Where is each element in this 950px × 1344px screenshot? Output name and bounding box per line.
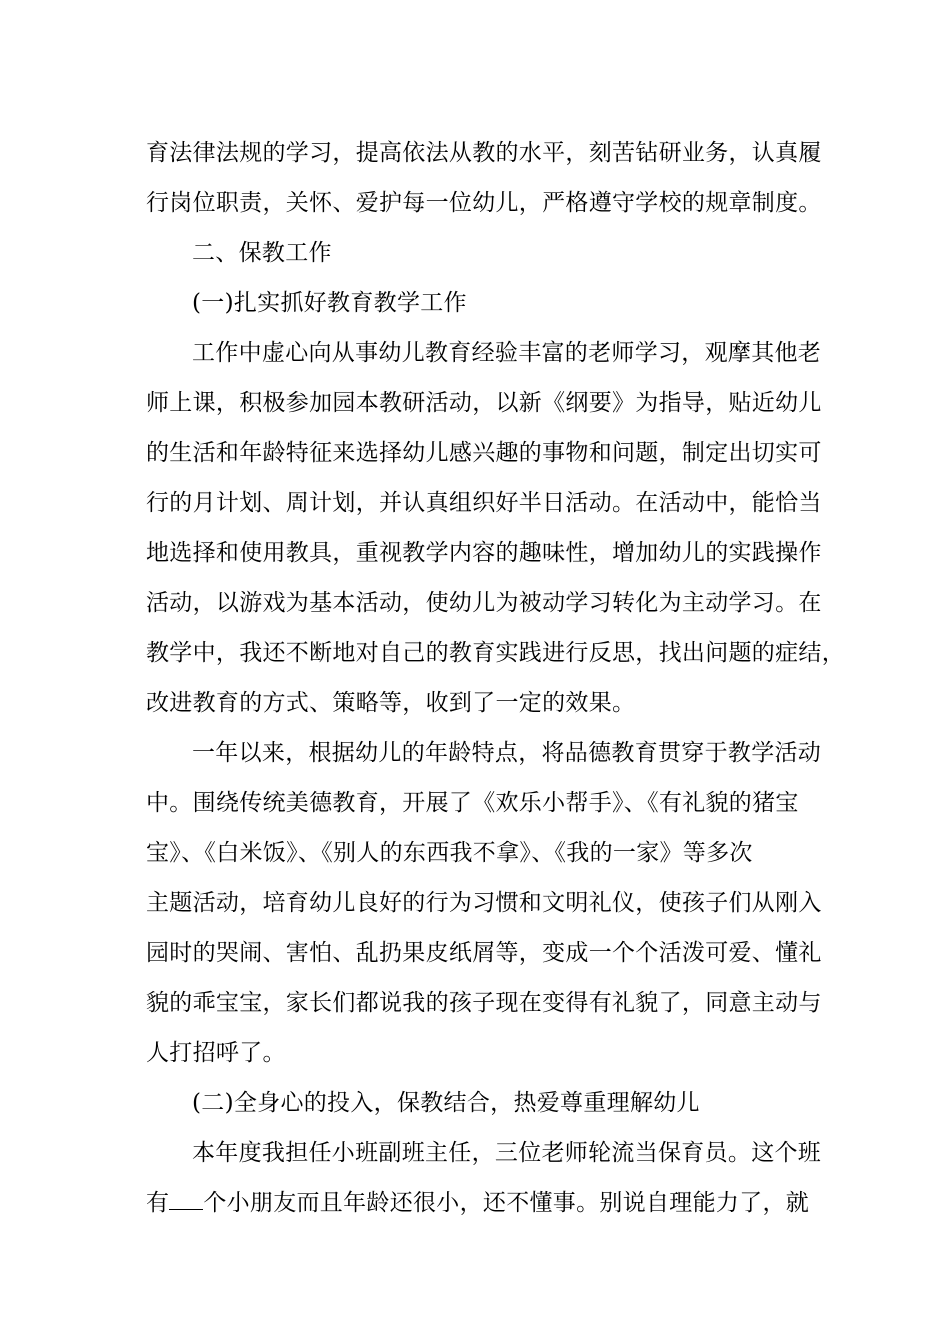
paragraph-line: 人打招呼了。 <box>146 1040 286 1066</box>
paragraph-line: 中。围绕传统美德教育，开展了《欢乐小帮手》、《有礼貌的猪宝 <box>146 790 799 816</box>
paragraph-line: 育法律法规的学习，提高依法从教的水平，刻苦钻研业务，认真履 <box>146 140 822 166</box>
section-heading: 二、保教工作 <box>192 240 332 266</box>
paragraph-line: 活动，以游戏为基本活动，使幼儿为被动学习转化为主动学习。在 <box>146 590 822 616</box>
subsection-heading: (二)全身心的投入，保教结合，热爱尊重理解幼儿 <box>192 1090 700 1116</box>
paragraph-line: 工作中虚心向从事幼儿教育经验丰富的老师学习，观摩其他老 <box>192 340 822 366</box>
paragraph-line: 改进教育的方式、策略等，收到了一定的效果。 <box>146 690 636 716</box>
paragraph-line: 师上课，积极参加园本教研活动，以新《纲要》为指导，贴近幼儿 <box>146 390 822 416</box>
paragraph-line <box>146 1178 820 1228</box>
paragraph-line: 园时的哭闹、害怕、乱扔果皮纸屑等，变成一个个活泼可爱、懂礼 <box>146 940 822 966</box>
paragraph-line: 宝》、《白米饭》、《别人的东西我不拿》、《我的一家》等多次 <box>146 840 753 866</box>
subsection-heading: (一)扎实抓好教育教学工作 <box>192 290 467 316</box>
document-body <box>146 128 845 1228</box>
paragraph-line: 教学中，我还不断地对自己的教育实践进行反思，找出问题的症结， <box>146 640 845 666</box>
paragraph-line: 的生活和年龄特征来选择幼儿感兴趣的事物和问题，制定出切实可 <box>146 440 822 466</box>
line-start: 有 <box>146 1190 170 1216</box>
paragraph-line: 行岗位职责，关怀、爱护每一位幼儿，严格遵守学校的规章制度。 <box>146 190 822 216</box>
paragraph-line: 本年度我担任小班副班主任，三位老师轮流当保育员。这个班 <box>192 1140 822 1166</box>
paragraph-line: 貌的乖宝宝，家长们都说我的孩子现在变得有礼貌了，同意主动与 <box>146 990 822 1016</box>
blank-underline <box>169 1189 203 1210</box>
paragraph-line: 一年以来，根据幼儿的年龄特点，将品德教育贯穿于教学活动 <box>192 740 822 766</box>
paragraph-line: 行的月计划、周计划，并认真组织好半日活动。在活动中，能恰当 <box>146 490 822 516</box>
paragraph-line: 主题活动，培育幼儿良好的行为习惯和文明礼仪，使孩子们从刚入 <box>146 890 822 916</box>
line-rest: 个小朋友而且年龄还很小，还不懂事。别说自理能力了，就 <box>203 1190 810 1216</box>
paragraph-line: 地选择和使用教具，重视教学内容的趣味性，增加幼儿的实践操作 <box>146 540 822 566</box>
